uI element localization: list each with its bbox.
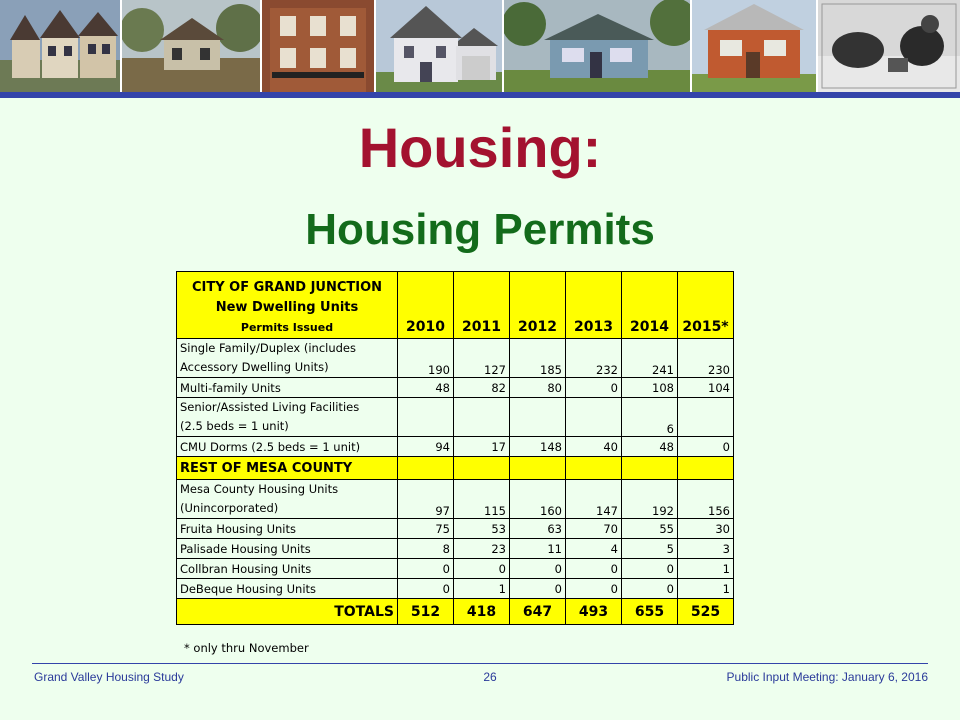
cell-value: 0	[454, 559, 510, 579]
row-label	[177, 519, 398, 539]
cell-value: 160	[510, 480, 566, 519]
two-story-house-photo	[376, 0, 502, 92]
permits-table	[176, 271, 734, 625]
table-row	[177, 339, 734, 378]
cell-value: 1	[678, 559, 734, 579]
row-label-line: (2.5 beds = 1 unit)	[180, 419, 289, 433]
row-label-line: Fruita Housing Units	[180, 521, 297, 536]
cell-value: 108	[622, 378, 678, 398]
cell-value	[678, 398, 734, 437]
row-label	[177, 559, 398, 579]
cell-value: 0	[566, 579, 622, 599]
totals-row	[177, 599, 734, 625]
page-subtitle: Housing Permits	[305, 205, 655, 254]
row-label-line: Palisade Housing Units	[180, 541, 311, 556]
townhouses-photo	[0, 0, 120, 92]
row-label-line: Multi-family Units	[180, 380, 281, 395]
cell-value: 0	[566, 378, 622, 398]
total-value: 512	[398, 599, 454, 625]
row-label-line: DeBeque Housing Units	[180, 581, 317, 596]
cell-value: 82	[454, 378, 510, 398]
table-row	[177, 378, 734, 398]
cell-value: 190	[398, 339, 454, 378]
row-label-line: Single Family/Duplex (includes	[180, 341, 357, 355]
header-bar	[0, 92, 960, 98]
total-value: 647	[510, 599, 566, 625]
cell-value: 0	[622, 579, 678, 599]
section-label: REST OF MESA COUNTY	[177, 457, 398, 480]
cell-value: 70	[566, 519, 622, 539]
homeless-people-photo	[818, 0, 960, 92]
cell-value: 230	[678, 339, 734, 378]
old-house-photo	[122, 0, 260, 92]
cell-value: 156	[678, 480, 734, 519]
cell-value: 1	[454, 579, 510, 599]
row-label-line: Mesa County Housing Units	[180, 482, 339, 496]
table-row	[177, 437, 734, 457]
cell-value	[566, 398, 622, 437]
header-line-city: CITY OF GRAND JUNCTION	[191, 280, 383, 295]
footer-page-number: 26	[483, 670, 497, 684]
row-label	[177, 398, 398, 437]
total-value: 493	[566, 599, 622, 625]
row-label-line: CMU Dorms (2.5 beds = 1 unit)	[180, 439, 361, 454]
cell-value	[454, 398, 510, 437]
header-line-units: New Dwelling Units	[215, 300, 359, 315]
table-row	[177, 579, 734, 599]
table-row	[177, 559, 734, 579]
footer-divider	[32, 663, 928, 664]
cell-value: 185	[510, 339, 566, 378]
year-header: 2013	[566, 272, 622, 339]
cell-value	[398, 398, 454, 437]
table-row	[177, 539, 734, 559]
cell-value: 241	[622, 339, 678, 378]
cell-value: 0	[510, 559, 566, 579]
header-line-permits: Permits Issued	[240, 321, 334, 334]
row-label-line: Senior/Assisted Living Facilities	[180, 400, 360, 414]
cell-value: 48	[398, 378, 454, 398]
brick-house-photo	[692, 0, 816, 92]
footnote: * only thru November	[184, 641, 309, 655]
table-row	[177, 519, 734, 539]
cell-value: 147	[566, 480, 622, 519]
cell-value: 104	[678, 378, 734, 398]
cell-value: 8	[398, 539, 454, 559]
table-row	[177, 398, 734, 437]
cell-value: 75	[398, 519, 454, 539]
cell-value: 0	[566, 559, 622, 579]
total-value: 525	[678, 599, 734, 625]
cell-value: 40	[566, 437, 622, 457]
ranch-house-photo	[504, 0, 690, 92]
cell-value: 148	[510, 437, 566, 457]
total-value: 655	[622, 599, 678, 625]
cell-value: 0	[622, 559, 678, 579]
cell-value: 115	[454, 480, 510, 519]
cell-value: 17	[454, 437, 510, 457]
year-header: 2010	[398, 272, 454, 339]
cell-value: 127	[454, 339, 510, 378]
cell-value: 0	[678, 437, 734, 457]
year-header: 2011	[454, 272, 510, 339]
year-header: 2015*	[678, 272, 734, 339]
totals-label: TOTALS	[177, 599, 398, 625]
apartment-building-photo	[262, 0, 374, 92]
cell-value	[510, 398, 566, 437]
footer-meeting-date: Public Input Meeting: January 6, 2016	[726, 670, 928, 684]
cell-value: 80	[510, 378, 566, 398]
row-label-line: Accessory Dwelling Units)	[180, 360, 329, 374]
row-label	[177, 339, 398, 378]
page-title: Housing:	[358, 116, 602, 179]
cell-value: 6	[622, 398, 678, 437]
cell-value: 192	[622, 480, 678, 519]
cell-value: 1	[678, 579, 734, 599]
cell-value: 0	[510, 579, 566, 599]
cell-value: 53	[454, 519, 510, 539]
cell-value: 232	[566, 339, 622, 378]
row-label-line: (Unincorporated)	[180, 501, 279, 515]
cell-value: 97	[398, 480, 454, 519]
cell-value: 94	[398, 437, 454, 457]
cell-value: 23	[454, 539, 510, 559]
county-rows	[177, 480, 734, 599]
cell-value: 0	[398, 559, 454, 579]
cell-value: 55	[622, 519, 678, 539]
cell-value: 3	[678, 539, 734, 559]
cell-value: 0	[398, 579, 454, 599]
row-label	[177, 539, 398, 559]
table-header-row	[177, 272, 734, 339]
section-row	[177, 457, 734, 480]
header-label	[177, 272, 398, 339]
photo-banner	[0, 0, 960, 92]
city-rows	[177, 339, 734, 457]
cell-value: 11	[510, 539, 566, 559]
row-label	[177, 579, 398, 599]
footer-study-name: Grand Valley Housing Study	[34, 670, 184, 684]
row-label	[177, 480, 398, 519]
row-label-line: Collbran Housing Units	[180, 561, 312, 576]
cell-value: 48	[622, 437, 678, 457]
cell-value: 30	[678, 519, 734, 539]
total-value: 418	[454, 599, 510, 625]
year-header: 2012	[510, 272, 566, 339]
row-label	[177, 378, 398, 398]
cell-value: 63	[510, 519, 566, 539]
table-row	[177, 480, 734, 519]
year-header: 2014	[622, 272, 678, 339]
cell-value: 4	[566, 539, 622, 559]
cell-value: 5	[622, 539, 678, 559]
row-label	[177, 437, 398, 457]
